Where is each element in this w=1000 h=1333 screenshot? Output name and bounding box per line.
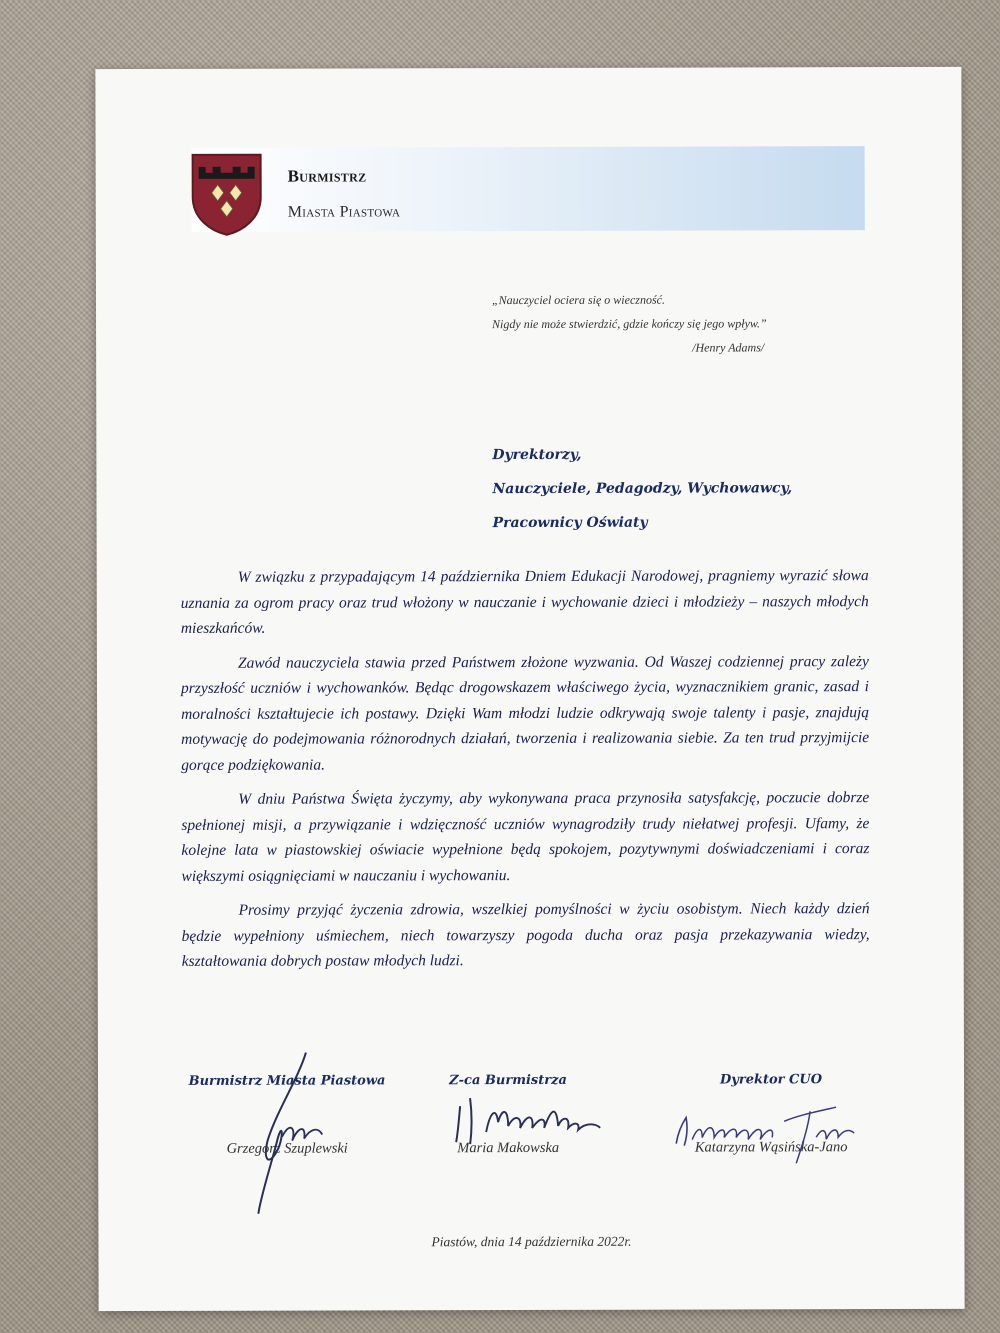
coat-of-arms-icon xyxy=(191,153,263,237)
addressee-line: Nauczyciele, Pedagodzy, Wychowawcy, xyxy=(492,480,793,498)
letterhead-title: Burmistrz xyxy=(287,166,367,186)
signature-name: Katarzyna Wąsińska-Jano xyxy=(694,1139,848,1156)
epigraph-quote xyxy=(492,287,767,360)
place-and-date: Piastów, dnia 14 października 2022r. xyxy=(431,1233,632,1250)
addressee-line: Dyrektorzy, xyxy=(492,446,582,464)
signature-role: Dyrektor CUO xyxy=(719,1072,823,1088)
quote-line: „Nauczyciel ociera się o wieczność. xyxy=(491,292,665,308)
signature-role: Burmistrz Miasta Piastowa xyxy=(188,1073,386,1089)
letterhead-subtitle: Miasta Piastowa xyxy=(287,203,401,221)
addressee-block xyxy=(492,437,792,540)
letter-body xyxy=(181,563,870,983)
signature-block-mayor xyxy=(182,1073,392,1158)
signature-block-deputy xyxy=(443,1073,573,1157)
body-paragraph: W związku z przypadającym 14 października Dniem Edukacji Narodowej, pragniemy wyrazić słowa uznania za ogrom pracy oraz trud włożony w nauczanie i wychowanie dzieci i młodzieży – naszych młodych mieszkańców. xyxy=(180,567,869,637)
quote-line: Nigdy nie może stwierdzić, gdzie kończy się jego wpływ.” xyxy=(492,316,767,332)
letter-sheet xyxy=(95,67,964,1311)
addressee-line: Pracownicy Oświaty xyxy=(492,514,648,532)
body-paragraph: Zawód nauczyciela stawia przed Państwem złożone wyzwania. Od Waszej codziennej pracy zależy przyszłość uczniów i wychowanków. Będąc drogowskazem właściwego życia, wyznacznikiem granic, zasad i moralności kształtujecie ich postawy. Dzięki Wam młodzi ludzie odkrywają swoje talenty i pasje, znajdują motywację do podejmowania różnorodnych działań, tworzenia i realizowania siebie. Za ten trud przyjmijcie gorące podziękowania. xyxy=(180,652,870,774)
signature-role: Z-ca Burmistrza xyxy=(449,1072,567,1089)
body-paragraph: Prosimy przyjąć życzenia zdrowia, wszelkiej pomyślności w życiu osobistym. Niech każdy dzień będzie wypełniony uśmiechem, niech towarzyszy pogoda ducha oraz pasja przekazywania wiedzy, kształtowania dobrych postaw młodych ludzi. xyxy=(181,900,870,970)
signature-name: Maria Makowska xyxy=(457,1139,560,1157)
signature-block-director xyxy=(666,1072,876,1157)
quote-author: /Henry Adams/ xyxy=(692,340,765,355)
body-paragraph: W dniu Państwa Święta życzymy, aby wykonywana praca przynosiła satysfakcję, poczucie dobrze spełnionej misji, a przywiązanie i wdzięczność uczniów wynagrodziły trudy niełatwej profesji. Ufamy, że kolejne lata w piastowskiej oświacie wypełnione będą spokojem, pozytywnymi doświadczeniami i coraz większymi osiągnięciami w nauczaniu i wychowaniu. xyxy=(181,789,870,885)
signature-name: Grzegorz Szuplewski xyxy=(226,1140,348,1157)
